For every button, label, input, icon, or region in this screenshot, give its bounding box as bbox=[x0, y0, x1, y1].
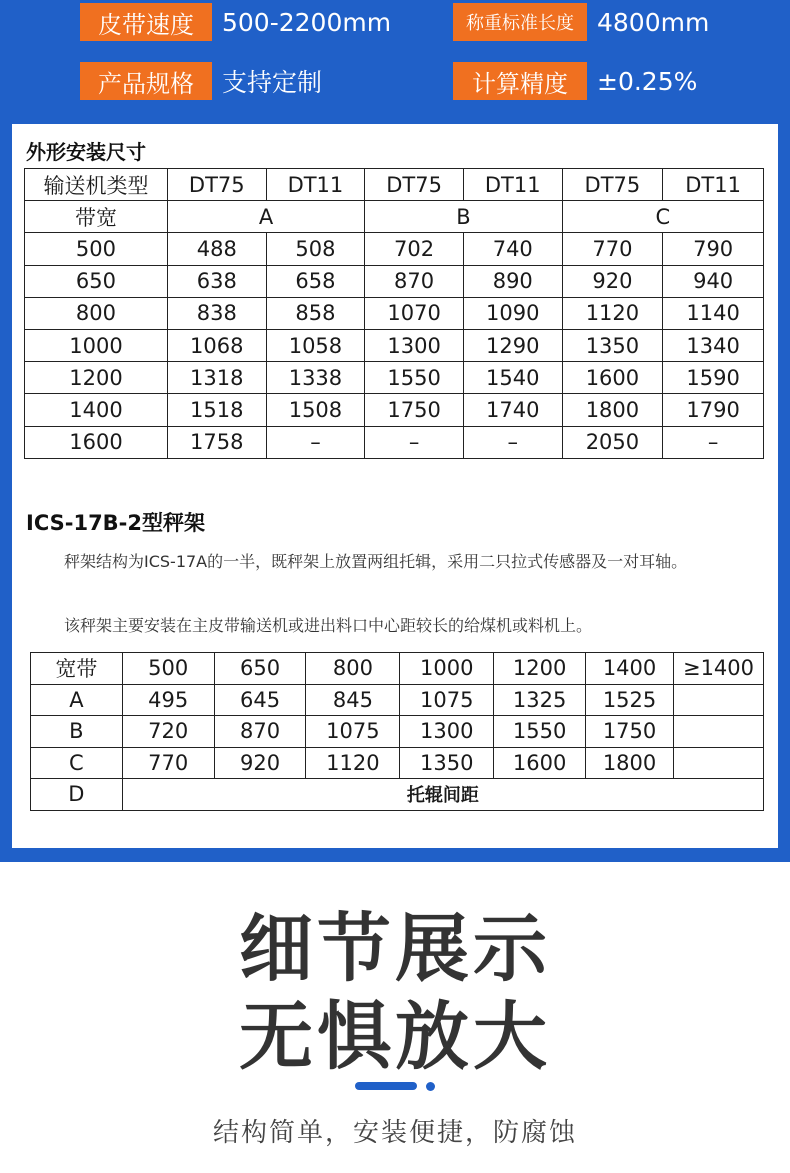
table-cell: 1508 bbox=[266, 394, 365, 426]
table-header-cell: 800 bbox=[306, 653, 400, 685]
table-cell: 1750 bbox=[365, 394, 464, 426]
spec-label: 称重标准长度 bbox=[453, 3, 587, 41]
spec-value: 支持定制 bbox=[222, 68, 323, 97]
dimensions-title: 外形安装尺寸 bbox=[26, 140, 146, 164]
table-cell: 1140 bbox=[663, 297, 764, 329]
table-cell: 1340 bbox=[663, 329, 764, 361]
table-group-row bbox=[25, 201, 764, 233]
table-row bbox=[31, 779, 764, 811]
spec-value: 4800mm bbox=[597, 7, 710, 37]
spec-label: 产品规格 bbox=[80, 62, 212, 100]
spec-card bbox=[12, 124, 778, 848]
table-cell: 845 bbox=[306, 684, 400, 716]
table-cell: 495 bbox=[122, 684, 214, 716]
table-row bbox=[25, 329, 764, 361]
table-cell: 1758 bbox=[167, 426, 266, 458]
spec-value: ±0.25% bbox=[597, 66, 698, 96]
spec-value: 500-2200mm bbox=[222, 7, 392, 37]
table-row bbox=[31, 684, 764, 716]
spec-belt-speed bbox=[80, 3, 391, 41]
frame-usage: 该秤架主要安装在主皮带输送机或进出料口中心距较长的给煤机或料机上。 bbox=[64, 616, 593, 635]
table-cell: 1518 bbox=[167, 394, 266, 426]
table-cell: 920 bbox=[562, 265, 663, 297]
frame-title: ICS-17B-2型秤架 bbox=[26, 511, 206, 535]
table-cell: 1200 bbox=[25, 362, 168, 394]
table-cell: 1740 bbox=[463, 394, 562, 426]
frame-description: 秤架结构为ICS-17A的一半，既秤架上放置两组托辑，采用二只拉式传感器及一对耳轴。 bbox=[64, 552, 688, 571]
table-cell: 1000 bbox=[25, 329, 168, 361]
table-header-cell: 带宽 bbox=[25, 201, 168, 233]
table-row bbox=[25, 394, 764, 426]
table-cell: 702 bbox=[365, 233, 464, 265]
table-cell: 1750 bbox=[586, 716, 674, 748]
table-header-cell: DT11 bbox=[663, 169, 764, 201]
table-header-cell: 1000 bbox=[400, 653, 494, 685]
table-header-cell: DT75 bbox=[562, 169, 663, 201]
table-cell: 740 bbox=[463, 233, 562, 265]
table-cell: 1325 bbox=[494, 684, 586, 716]
detail-subheading: 无惧放大 bbox=[239, 994, 551, 1080]
table-header-cell: DT11 bbox=[463, 169, 562, 201]
table-cell: 770 bbox=[122, 747, 214, 779]
table-cell bbox=[673, 716, 763, 748]
table-cell: 638 bbox=[167, 265, 266, 297]
table-cell: 1070 bbox=[365, 297, 464, 329]
table-cell: 500 bbox=[25, 233, 168, 265]
table-cell: 1550 bbox=[494, 716, 586, 748]
table-cell: A bbox=[31, 684, 123, 716]
table-cell: 720 bbox=[122, 716, 214, 748]
table-row bbox=[31, 716, 764, 748]
table-cell: 1540 bbox=[463, 362, 562, 394]
table-cell: 1300 bbox=[400, 716, 494, 748]
table-cell: 1300 bbox=[365, 329, 464, 361]
table-cell: 650 bbox=[25, 265, 168, 297]
table-cell: 870 bbox=[365, 265, 464, 297]
table-row bbox=[25, 233, 764, 265]
table-header-cell: ≥1400 bbox=[673, 653, 763, 685]
table-cell: 2050 bbox=[562, 426, 663, 458]
table-cell: 940 bbox=[663, 265, 764, 297]
table-cell: – bbox=[463, 426, 562, 458]
table-header-row bbox=[25, 169, 764, 201]
table-cell: 890 bbox=[463, 265, 562, 297]
detail-heading: 细节展示 bbox=[239, 906, 551, 992]
spec-label: 皮带速度 bbox=[80, 3, 212, 41]
table-cell: 1120 bbox=[562, 297, 663, 329]
table-cell bbox=[673, 684, 763, 716]
table-header-row bbox=[31, 653, 764, 685]
table-cell: 1525 bbox=[586, 684, 674, 716]
table-cell: 1068 bbox=[167, 329, 266, 361]
table-cell: – bbox=[266, 426, 365, 458]
table-cell bbox=[673, 747, 763, 779]
table-group-cell: A bbox=[167, 201, 364, 233]
table-header-cell: DT75 bbox=[365, 169, 464, 201]
table-cell: 1120 bbox=[306, 747, 400, 779]
table-cell: 1550 bbox=[365, 362, 464, 394]
table-row bbox=[25, 426, 764, 458]
table-cell: 1790 bbox=[663, 394, 764, 426]
table-cell: 1350 bbox=[562, 329, 663, 361]
table-header-cell: 650 bbox=[214, 653, 306, 685]
table-cell: 1590 bbox=[663, 362, 764, 394]
table-cell: 1290 bbox=[463, 329, 562, 361]
table-header-cell: DT75 bbox=[167, 169, 266, 201]
spec-product-size bbox=[80, 62, 322, 100]
table-cell: C bbox=[31, 747, 123, 779]
table-cell: 858 bbox=[266, 297, 365, 329]
table-cell: 1318 bbox=[167, 362, 266, 394]
spec-label: 计算精度 bbox=[453, 62, 587, 100]
table-cell: 1058 bbox=[266, 329, 365, 361]
table-cell: – bbox=[365, 426, 464, 458]
decor-dot bbox=[426, 1082, 435, 1091]
table-header-cell: 500 bbox=[122, 653, 214, 685]
decor-bar bbox=[355, 1082, 417, 1090]
table-cell: – bbox=[663, 426, 764, 458]
dimensions-table bbox=[24, 168, 764, 459]
table-cell: 488 bbox=[167, 233, 266, 265]
table-header-cell: 宽带 bbox=[31, 653, 123, 685]
table-cell: 1600 bbox=[562, 362, 663, 394]
table-span-cell: 托辊间距 bbox=[122, 779, 763, 811]
table-row bbox=[25, 265, 764, 297]
table-cell: 770 bbox=[562, 233, 663, 265]
table-row bbox=[31, 747, 764, 779]
table-row bbox=[25, 297, 764, 329]
table-header-cell: 输送机类型 bbox=[25, 169, 168, 201]
table-cell: B bbox=[31, 716, 123, 748]
table-header-cell: 1400 bbox=[586, 653, 674, 685]
table-header-cell: DT11 bbox=[266, 169, 365, 201]
spec-weigh-length bbox=[453, 3, 709, 41]
table-cell: 1600 bbox=[25, 426, 168, 458]
table-row bbox=[25, 362, 764, 394]
table-cell: 920 bbox=[214, 747, 306, 779]
table-cell: 1800 bbox=[562, 394, 663, 426]
table-cell: 658 bbox=[266, 265, 365, 297]
spec-accuracy bbox=[453, 62, 697, 100]
table-cell: 1090 bbox=[463, 297, 562, 329]
table-cell: 1800 bbox=[586, 747, 674, 779]
table-cell: 1338 bbox=[266, 362, 365, 394]
frame-table bbox=[30, 652, 764, 811]
table-cell: 1075 bbox=[400, 684, 494, 716]
table-cell: 1075 bbox=[306, 716, 400, 748]
table-cell: 800 bbox=[25, 297, 168, 329]
table-cell: 870 bbox=[214, 716, 306, 748]
detail-tagline: 结构简单，安装便捷，防腐蚀 bbox=[212, 1118, 577, 1148]
table-cell: 838 bbox=[167, 297, 266, 329]
table-group-cell: B bbox=[365, 201, 562, 233]
table-header-cell: 1200 bbox=[494, 653, 586, 685]
table-cell: 1400 bbox=[25, 394, 168, 426]
table-cell: D bbox=[31, 779, 123, 811]
table-group-cell: C bbox=[562, 201, 763, 233]
table-cell: 645 bbox=[214, 684, 306, 716]
table-cell: 790 bbox=[663, 233, 764, 265]
table-cell: 508 bbox=[266, 233, 365, 265]
table-cell: 1600 bbox=[494, 747, 586, 779]
table-cell: 1350 bbox=[400, 747, 494, 779]
